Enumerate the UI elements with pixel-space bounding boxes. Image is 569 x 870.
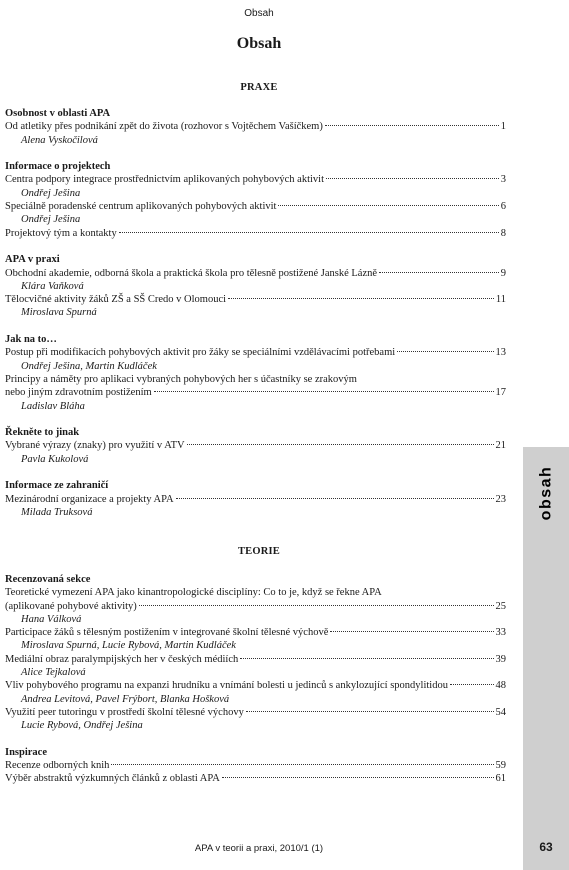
- entry-authors: Alice Tejkalová: [21, 667, 86, 679]
- entry-page-number: 3: [500, 174, 506, 186]
- section-heading: APA v praxi: [5, 254, 60, 266]
- toc-entry: [5, 653, 506, 666]
- entry-title: (aplikované pohybové aktivity): [5, 600, 137, 612]
- toc-entry: [5, 679, 506, 692]
- side-tab-label: [532, 458, 560, 528]
- toc-entry: [5, 227, 506, 240]
- dot-leader: [450, 684, 494, 685]
- side-tab-text: obsah: [537, 465, 554, 521]
- entry-title-line: Teoretické vymezení APA jako kinantropologické disciplíny: Co to je, když se řekne APA: [5, 587, 382, 599]
- entry-title: Tělocvičné aktivity žáků ZŠ a SŠ Credo v Olomouci: [5, 294, 227, 306]
- dot-leader: [222, 777, 494, 778]
- entry-authors: Ondřej Ješina: [21, 214, 81, 226]
- dot-leader: [379, 272, 499, 273]
- section-heading: Recenzovaná sekce: [5, 574, 91, 585]
- page-number: 63: [539, 840, 553, 854]
- dot-leader: [139, 605, 494, 606]
- entry-page-number: 6: [500, 201, 506, 213]
- entry-authors: Pavla Kukolová: [21, 453, 89, 465]
- entry-page-number: 25: [495, 600, 506, 612]
- part-title-teorie: TEORIE: [237, 546, 281, 557]
- section-heading: Informace ze zahraničí: [5, 480, 109, 492]
- toc-entry: [5, 759, 506, 772]
- dot-leader: [397, 351, 493, 352]
- dot-leader: [187, 444, 494, 445]
- dot-leader: [176, 498, 494, 499]
- section-heading: Informace o projektech: [5, 161, 111, 173]
- entry-authors: Miroslava Spurná, Lucie Rybová, Martin Kudláček: [21, 640, 236, 652]
- toc-entry: [5, 600, 506, 613]
- entry-page-number: 8: [500, 227, 506, 239]
- entry-page-number: 9: [500, 267, 506, 279]
- entry-page-number: 33: [495, 627, 506, 639]
- toc-entry: [5, 120, 506, 133]
- entry-authors: Ondřej Ješina, Martin Kudláček: [21, 360, 157, 372]
- dot-leader: [119, 232, 499, 233]
- toc-entry: [5, 439, 506, 452]
- entry-authors: Ondřej Ješina: [21, 187, 81, 199]
- dot-leader: [228, 298, 494, 299]
- entry-page-number: 59: [495, 760, 506, 772]
- dot-leader: [330, 631, 493, 632]
- toc-entry: [5, 293, 506, 306]
- entry-title: Projektový tým a kontakty: [5, 227, 117, 239]
- entry-title: Obchodní akademie, odborná škola a praktická škola pro tělesně postižené Janské Lázně: [5, 267, 378, 279]
- entry-title: Speciálně poradenské centrum aplikovaných pohybových aktivit: [5, 201, 277, 213]
- toc-entry: [5, 772, 506, 785]
- entry-page-number: 1: [500, 121, 506, 133]
- footer-journal: APA v teorii a praxi, 2010/1 (1): [194, 843, 324, 854]
- entry-page-number: 21: [495, 440, 506, 452]
- entry-page-number: 54: [495, 706, 506, 718]
- entry-page-number: 11: [495, 294, 506, 306]
- section-heading: Jak na to…: [5, 334, 57, 346]
- dot-leader: [240, 658, 493, 659]
- entry-authors: Andrea Levitová, Pavel Frýbort, Blanka Hošková: [21, 693, 230, 705]
- entry-title: Participace žáků s tělesným postižením v integrované školní tělesné výchově: [5, 627, 329, 639]
- entry-authors: Klára Vaňková: [21, 280, 84, 292]
- entry-authors: Milada Truksová: [21, 506, 93, 518]
- dot-leader: [111, 764, 493, 765]
- entry-title: Vliv pohybového programu na expanzi hrudníku a vnímání bolesti u jedinců s ankylozující spondylitidou: [5, 680, 448, 692]
- toc-entry: [5, 200, 506, 213]
- toc-teorie: [5, 573, 506, 786]
- entry-page-number: 61: [495, 773, 506, 785]
- dot-leader: [246, 711, 494, 712]
- entry-title: nebo jiným zdravotním postižením: [5, 387, 152, 399]
- dot-leader: [326, 178, 499, 179]
- running-head: Obsah: [244, 8, 274, 19]
- toc-entry: [5, 267, 506, 280]
- entry-title: Postup při modifikacích pohybových aktivit pro žáky se speciálními vzdělávacími potřebami: [5, 347, 396, 359]
- section-heading: Řekněte to jinak: [5, 427, 80, 439]
- entry-title: Mediální obraz paralympijských her v českých médiích: [5, 653, 239, 665]
- dot-leader: [154, 391, 494, 392]
- entry-title: Výběr abstraktů výzkumných článků z oblasti APA: [5, 773, 220, 785]
- toc-entry: [5, 173, 506, 186]
- entry-authors: Alena Vyskočilová: [21, 134, 98, 146]
- entry-page-number: 48: [495, 680, 506, 692]
- entry-title: Vybrané výrazy (znaky) pro využití v ATV: [5, 440, 185, 452]
- entry-title: Využití peer tutoringu v prostředí školní tělesné výchovy: [5, 706, 244, 718]
- toc-entry: [5, 626, 506, 639]
- entry-title: Od atletiky přes podnikání zpět do života (rozhovor s Vojtěchem Vašíčkem): [5, 121, 323, 133]
- section-heading: Osobnost v oblasti APA: [5, 108, 111, 119]
- entry-page-number: 39: [495, 653, 506, 665]
- toc-praxe: [5, 107, 506, 519]
- entry-page-number: 23: [495, 493, 506, 505]
- dot-leader: [278, 205, 498, 206]
- entry-page-number: 17: [495, 387, 506, 399]
- entry-authors: Miroslava Spurná: [21, 307, 97, 319]
- toc-entry: [5, 706, 506, 719]
- toc-entry: [5, 386, 506, 399]
- entry-authors: Ladislav Bláha: [21, 400, 85, 412]
- entry-page-number: 13: [495, 347, 506, 359]
- entry-authors: Hana Válková: [21, 613, 82, 625]
- entry-title: Mezinárodní organizace a projekty APA: [5, 493, 174, 505]
- toc-entry: [5, 346, 506, 359]
- entry-title-line: Principy a náměty pro aplikaci vybraných pohybových her s účastníky se zrakovým: [5, 373, 357, 385]
- entry-title: Recenze odborných knih: [5, 760, 110, 772]
- dot-leader: [325, 125, 499, 126]
- entry-title: Centra podpory integrace prostřednictvím aplikovaných pohybových aktivit: [5, 174, 324, 186]
- part-title-praxe: PRAXE: [240, 82, 278, 93]
- toc-entry: [5, 493, 506, 506]
- entry-authors: Lucie Rybová, Ondřej Ješina: [21, 720, 143, 732]
- page-title: Obsah: [236, 35, 282, 52]
- section-heading: Inspirace: [5, 746, 47, 758]
